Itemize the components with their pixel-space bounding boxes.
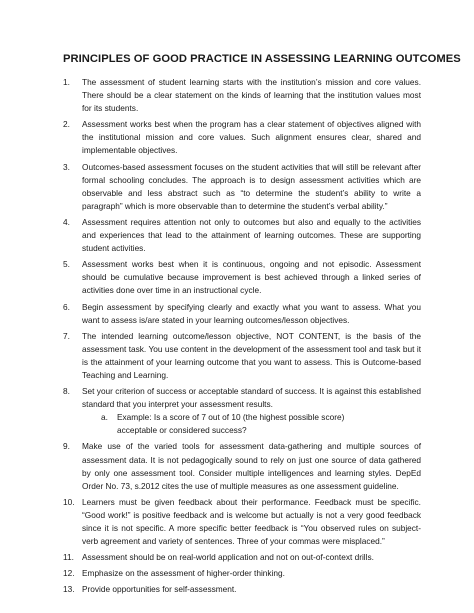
item-text: Set your criterion of success or acceptable standard of success. It is against this established standard that you interpret your assessment results. — [82, 386, 421, 410]
item-text: Assessment should be on real-world application and not on out-of-context drills. — [82, 552, 374, 563]
item-number: 11. — [63, 552, 74, 563]
item-number: 3. — [63, 161, 70, 172]
item-text: Provide opportunities for self-assessment. — [82, 584, 237, 595]
item-number: 8. — [63, 386, 70, 397]
list-item — [63, 161, 421, 213]
item-text: Make use of the varied tools for assessment data-gathering and multiple sources of assessment data. It is not pedagogically sound to rely on just one source of data gathered by only one assessment tool. Consider multiple intelligences and learning styles. DepEd Order No. 73, s.2012 cites the use of multiple measures as one assessment guideline. — [82, 441, 421, 491]
list-item — [63, 258, 421, 297]
item-text: Assessment requires attention not only to outcomes but also and equally to the activities and experiences that lead to the attainment of learning outcomes. These are supporting student activities. — [82, 216, 421, 254]
list-item — [63, 385, 421, 437]
list-item — [63, 216, 421, 255]
item-number: 13. — [63, 584, 75, 595]
list-item — [63, 118, 421, 157]
list-item — [63, 301, 421, 327]
item-number: 7. — [63, 330, 70, 341]
item-text: Begin assessment by specifying clearly and exactly what you want to assess. What you want to assess is/are stated in your learning outcomes/lesson objectives. — [82, 301, 421, 325]
sub-list-item — [82, 411, 381, 437]
list-item — [63, 440, 421, 492]
list-item — [63, 496, 421, 548]
item-number: 1. — [63, 77, 70, 87]
list-item — [63, 551, 421, 564]
list-item — [63, 583, 421, 596]
sub-item-text: Example: Is a score of 7 out of 10 (the highest possible score) acceptable or considered success? — [117, 412, 345, 436]
item-number: 9. — [63, 441, 70, 452]
item-text: Emphasize on the assessment of higher-order thinking. — [82, 568, 285, 579]
item-text: Outcomes-based assessment focuses on the student activities that will still be relevant after formal schooling concludes. The approach is to design assessment activities which are observable and less abstract such as “to determine the student’s ability to write a paragraph” which is more observable than to determine the student’s verbal ability.” — [82, 161, 421, 211]
item-number: 5. — [63, 259, 70, 270]
item-number: 4. — [63, 216, 70, 227]
item-number: 12. — [63, 568, 75, 579]
list-item — [63, 76, 421, 115]
item-number: 10. — [63, 496, 75, 507]
list-item — [63, 330, 421, 382]
item-text: Learners must be given feedback about their performance. Feedback must be specific. “Good work!” is positive feedback and is welcome but actually is not a very good feedback since it is not specific. A more specific better feedback is “You observed rules on subject-verb agreement and variety of sentences. Three of your commas were misplaced.” — [82, 496, 421, 547]
principles-list — [63, 76, 421, 599]
item-text: Assessment works best when the program has a clear statement of objectives aligned with the institutional mission and core values. Such alignment ensures clear, shared and implementable objectives. — [82, 119, 421, 156]
item-number: 2. — [63, 119, 70, 130]
item-text: The assessment of student learning starts with the institution’s mission and core values. There should be a clear statement on the kinds of learning that the institution values most for its students. — [82, 77, 421, 114]
item-number: 6. — [63, 301, 70, 312]
item-text: Assessment works best when it is continuous, ongoing and not episodic. Assessment should be cumulative because improvement is best achieved through a linked series of activities done over time in an instructional cycle. — [82, 259, 421, 296]
item-text: The intended learning outcome/lesson objective, NOT CONTENT, is the basis of the assessment task. You use content in the development of the assessment tool and task but it is the attainment of your learning outcome that you want to assess. This is Outcome-based Teaching and Learning. — [82, 330, 421, 380]
list-item — [63, 567, 421, 580]
sub-item-letter: a. — [101, 412, 108, 423]
document-title: PRINCIPLES OF GOOD PRACTICE IN ASSESSING LEARNING OUTCOMES — [63, 53, 461, 65]
